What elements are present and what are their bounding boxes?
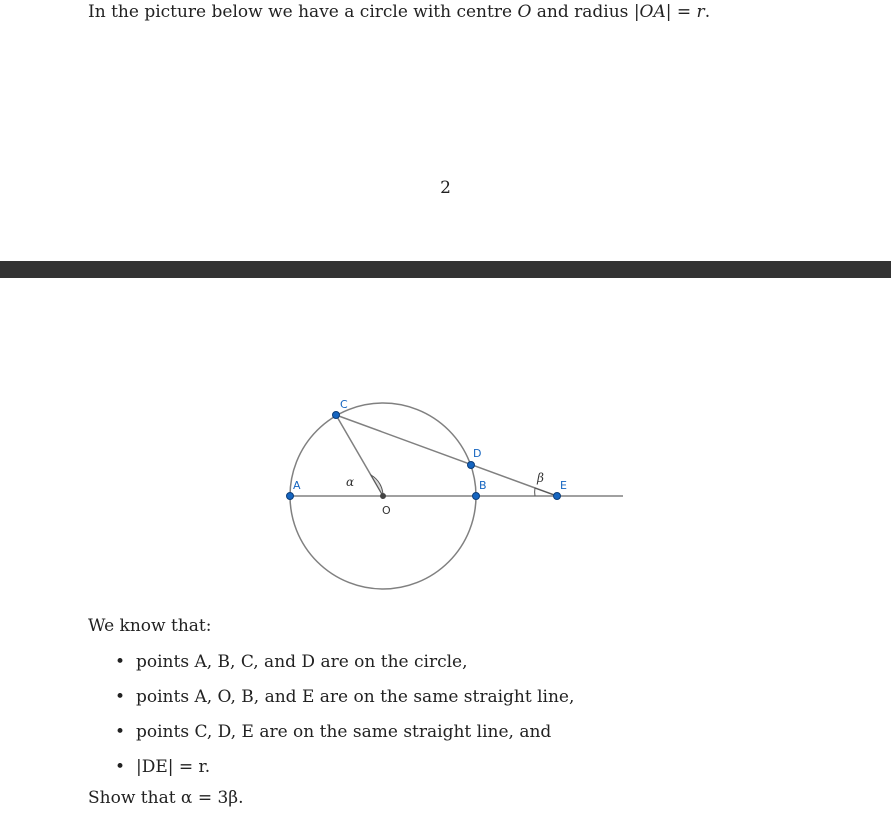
point-c bbox=[333, 412, 340, 419]
label-c: C bbox=[340, 398, 348, 411]
page-separator bbox=[0, 261, 891, 278]
label-a: A bbox=[293, 479, 301, 492]
intro-centre-symbol: O bbox=[517, 2, 532, 22]
intro-sentence bbox=[88, 0, 710, 24]
label-beta: β bbox=[537, 471, 544, 485]
point-o bbox=[380, 493, 386, 499]
intro-r-symbol: r bbox=[696, 2, 705, 22]
facts-list bbox=[88, 650, 574, 790]
intro-equals: = bbox=[671, 2, 697, 22]
geometry-figure bbox=[0, 278, 891, 608]
intro-period: . bbox=[704, 2, 711, 22]
point-d bbox=[468, 462, 475, 469]
know-heading: We know that: bbox=[88, 616, 212, 636]
angle-alpha-marker bbox=[371, 475, 383, 496]
intro-text-1: In the picture below we have a circle with centre bbox=[88, 2, 518, 22]
intro-radius-symbol: |OA| bbox=[633, 2, 672, 22]
label-e: E bbox=[560, 479, 567, 492]
page-number: 2 bbox=[440, 178, 451, 198]
point-a bbox=[287, 493, 294, 500]
label-o: O bbox=[382, 504, 391, 517]
label-d: D bbox=[473, 447, 482, 460]
intro-text-2: and radius bbox=[531, 2, 634, 22]
point-b bbox=[473, 493, 480, 500]
fact-item: • points C, D, E are on the same straight line, and bbox=[88, 720, 574, 755]
page-one bbox=[0, 0, 891, 261]
fact-item: • |DE| = r. bbox=[88, 755, 574, 790]
page-two bbox=[0, 278, 891, 819]
fact-item: • points A, B, C, and D are on the circle, bbox=[88, 650, 574, 685]
label-b: B bbox=[479, 479, 487, 492]
label-alpha: α bbox=[346, 475, 355, 489]
fact-item: • points A, O, B, and E are on the same straight line, bbox=[88, 685, 574, 720]
point-e bbox=[554, 493, 561, 500]
show-statement: Show that α = 3β. bbox=[88, 788, 244, 808]
